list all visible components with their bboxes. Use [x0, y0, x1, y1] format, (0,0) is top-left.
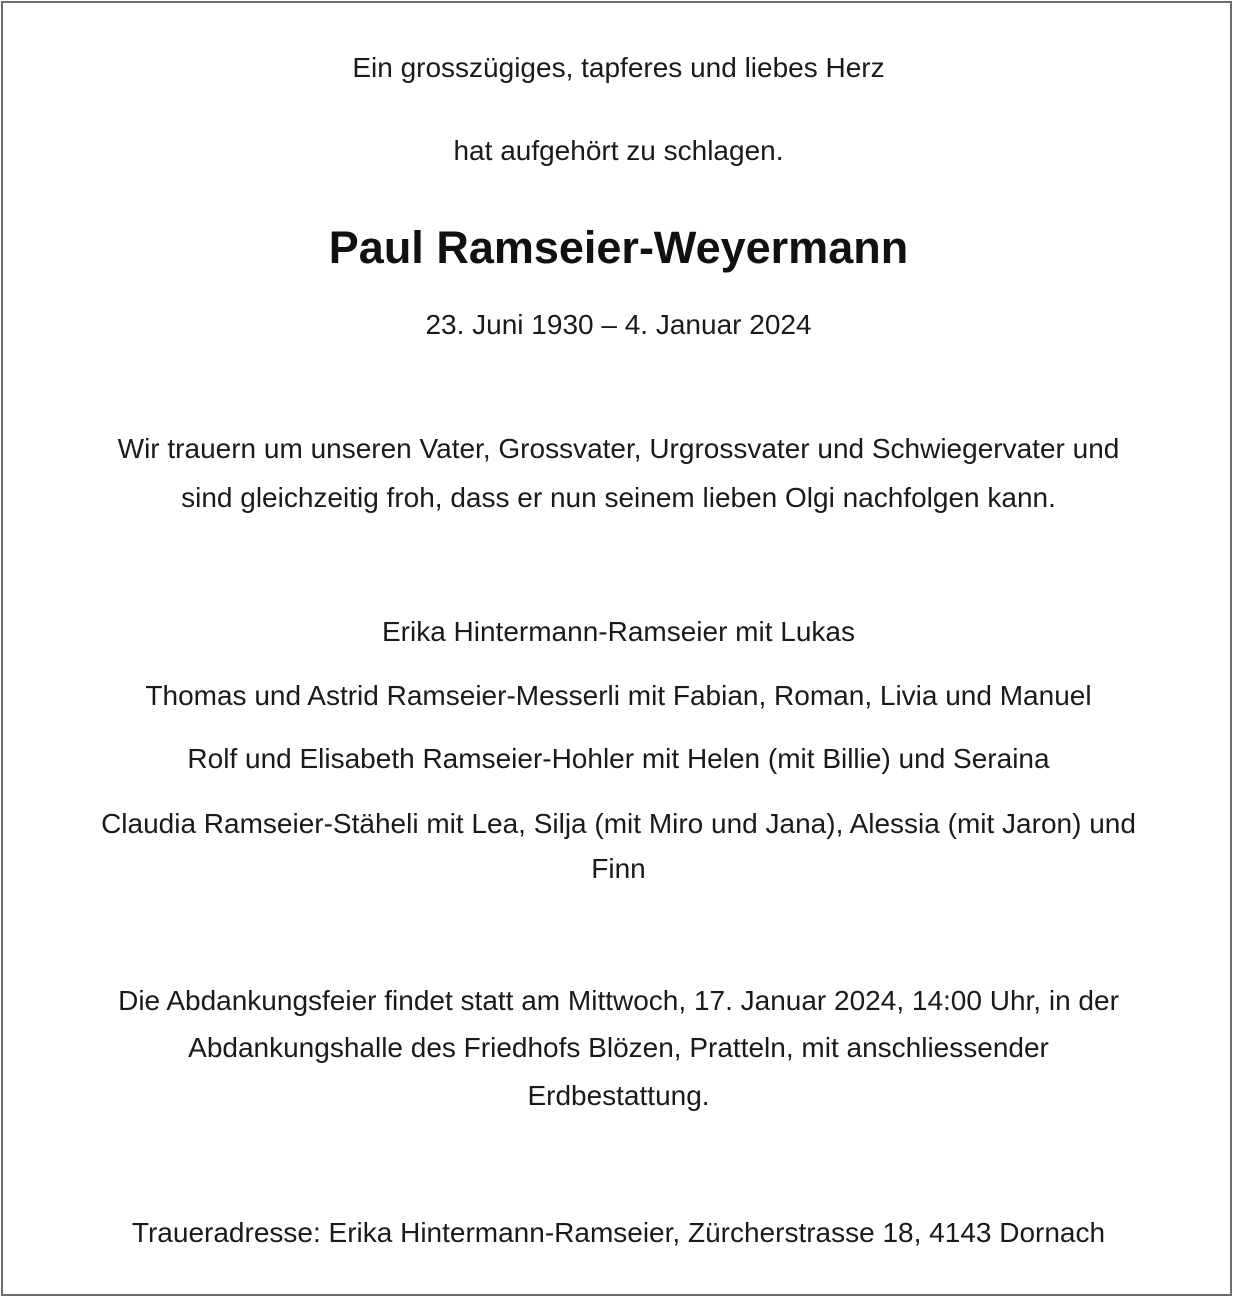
family-line: Claudia Ramseier-Stäheli mit Lea, Silja (mit Miro und Jana), Alessia (mit Jaron) und	[101, 808, 1136, 839]
obituary-frame	[1, 1, 1232, 1296]
family-line: Finn	[591, 853, 646, 884]
family-line: Thomas und Astrid Ramseier-Messerli mit Fabian, Roman, Livia und Manuel	[145, 680, 1092, 711]
family-line: Erika Hintermann-Ramseier mit Lukas	[381, 616, 856, 647]
life-dates: 23. Juni 1930 – 4. Januar 2024	[425, 309, 812, 340]
family-line: Rolf und Elisabeth Ramseier-Hohler mit Helen (mit Billie) und Seraina	[187, 743, 1050, 774]
ceremony-line-3: Erdbestattung.	[527, 1080, 710, 1111]
intro-line-1: Ein grosszügiges, tapferes und liebes Herz	[352, 52, 885, 83]
mourning-line-1: Wir trauern um unseren Vater, Grossvater, Urgrossvater und Schwiegervater und	[117, 433, 1120, 464]
mourning-line-2: sind gleichzeitig froh, dass er nun seinem lieben Olgi nachfolgen kann.	[181, 482, 1056, 513]
ceremony-line-2: Abdankungshalle des Friedhofs Blözen, Pratteln, mit anschliessender	[188, 1032, 1049, 1063]
mourning-address: Traueradresse: Erika Hintermann-Ramseier, Zürcherstrasse 18, 4143 Dornach	[131, 1217, 1106, 1248]
intro-line-2: hat aufgehört zu schlagen.	[453, 135, 784, 166]
ceremony-line-1: Die Abdankungsfeier findet statt am Mittwoch, 17. Januar 2024, 14:00 Uhr, in der	[118, 985, 1119, 1016]
deceased-name: Paul Ramseier-Weyermann	[328, 222, 909, 273]
